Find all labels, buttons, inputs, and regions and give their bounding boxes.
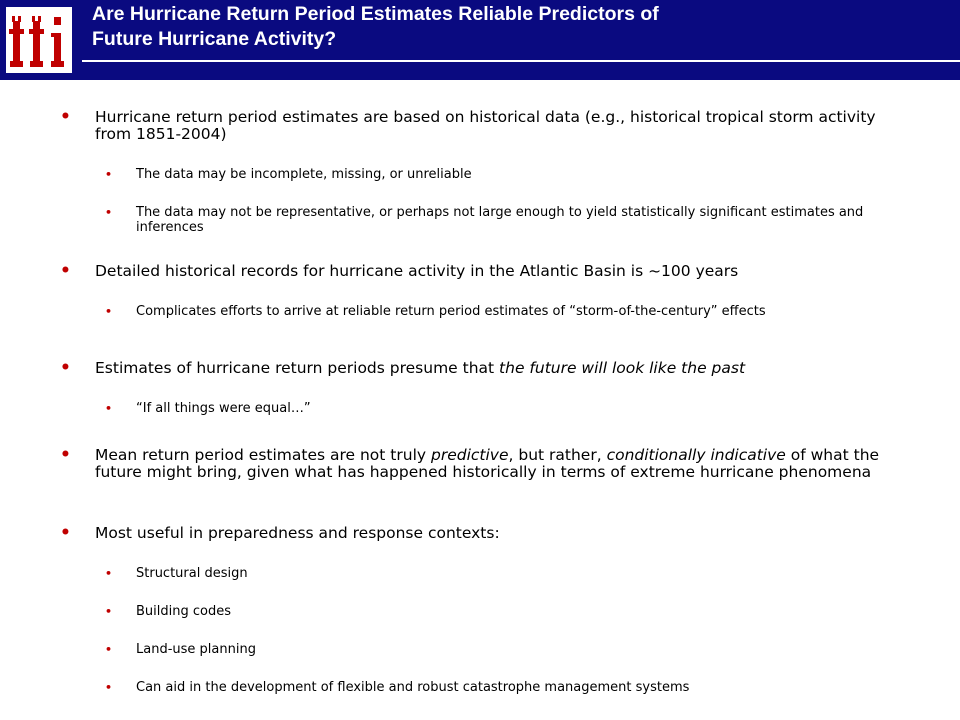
sub-bullet-item [105, 304, 886, 319]
bullet-text: , but rather, [508, 446, 607, 464]
sub-bullet-dot-icon: • [105, 605, 113, 618]
bullet-emphasis: conditionally indicative [606, 446, 786, 464]
sub-bullet-text: Land-use planning [136, 642, 256, 657]
bullet-dot-icon: • [60, 358, 71, 378]
bullet-text: Hurricane return period estimates are based on historical data (e.g., historical tropical storm activity from 1851-2004) [95, 108, 876, 143]
bullet-text: Most useful in preparedness and response contexts: [95, 524, 500, 542]
sub-bullet-text: “If all things were equal…” [136, 401, 311, 416]
bullet-item [60, 358, 905, 378]
bullet-dot-icon: • [60, 445, 71, 465]
bullet-dot-icon: • [60, 523, 71, 543]
bullet-item [60, 523, 905, 543]
sub-bullet-text: The data may be incomplete, missing, or unreliable [136, 167, 472, 182]
sub-bullet-text: Building codes [136, 604, 231, 619]
bullet-text: Mean return period estimates are not truly [95, 446, 431, 464]
bullet-item [60, 261, 905, 281]
sub-bullet-dot-icon: • [105, 643, 113, 656]
bullet-text: Detailed historical records for hurricane activity in the Atlantic Basin is ~100 years [95, 262, 739, 280]
sub-bullet-text: Structural design [136, 566, 248, 581]
sub-bullet-dot-icon: • [105, 168, 113, 181]
bullet-dot-icon: • [60, 107, 71, 127]
sub-bullet-item [105, 205, 886, 235]
sub-bullet-item [105, 604, 886, 619]
sub-bullet-text: The data may not be representative, or perhaps not large enough to yield statistically significant estimates and inferences [136, 205, 864, 235]
sub-bullet-text: Can aid in the development of flexible and robust catastrophe management systems [136, 680, 690, 695]
bullet-text: Estimates of hurricane return periods presume that [95, 359, 500, 377]
bullet-text: of what the future might bring, given what has happened historically in terms of extreme hurricane phenomena [95, 446, 880, 481]
title-line-2: Future Hurricane Activity? [92, 28, 337, 50]
sub-bullet-dot-icon: • [105, 206, 113, 219]
sub-bullet-dot-icon: • [105, 305, 113, 318]
bullet-item [60, 107, 905, 143]
sub-bullet-text: Complicates efforts to arrive at reliable return period estimates of “storm-of-the-century” effects [136, 304, 766, 319]
bullet-item [60, 445, 905, 481]
bullet-emphasis: the future will look like the past [499, 359, 746, 377]
sub-bullet-item [105, 401, 886, 416]
sub-bullet-item [105, 642, 886, 657]
sub-bullet-item [105, 566, 886, 581]
bullet-emphasis: predictive [430, 446, 509, 464]
sub-bullet-dot-icon: • [105, 567, 113, 580]
sub-bullet-item [105, 167, 886, 182]
sub-bullet-item [105, 680, 886, 695]
sub-bullet-dot-icon: • [105, 402, 113, 415]
bullet-dot-icon: • [60, 261, 71, 281]
sub-bullet-dot-icon: • [105, 681, 113, 694]
title-line-1: Are Hurricane Return Period Estimates Reliable Predictors of [92, 3, 659, 25]
